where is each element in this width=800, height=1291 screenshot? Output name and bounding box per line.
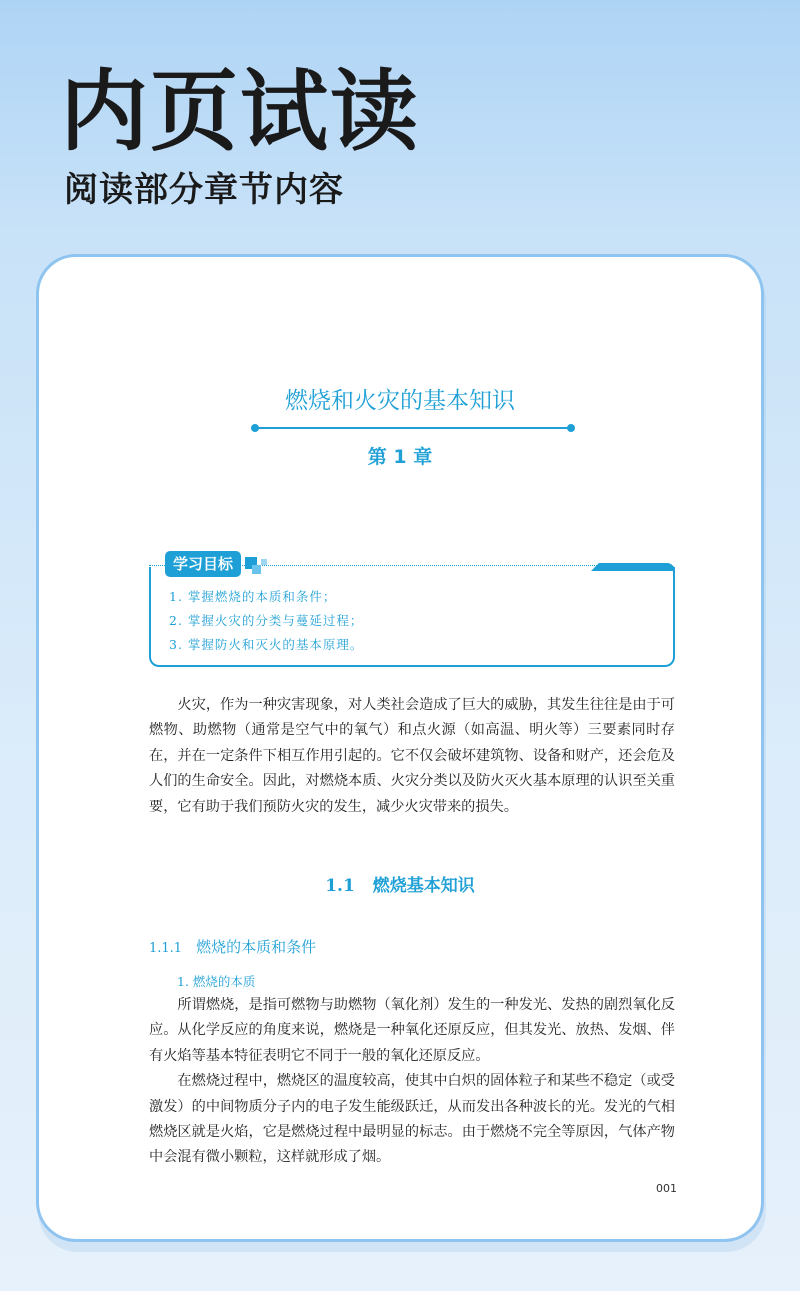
- body-paragraph: 所谓燃烧，是指可燃物与助燃物（氧化剂）发生的一种发光、发热的剧烈氧化反应。从化学反应的角度来说，燃烧是一种氧化还原反应，但其发光、放热、发烟、伴有火焰等基本特征表明它不同于一般的氧化还原反应。: [149, 997, 675, 1064]
- objective-item: 1. 掌握燃烧的本质和条件；: [169, 589, 337, 604]
- tag-decoration-square-icon: [252, 565, 261, 574]
- section-number: 1.1: [325, 876, 355, 896]
- objective-item: 2. 掌握火灾的分类与蔓延过程；: [169, 613, 364, 628]
- hero-title: 内页试读: [60, 60, 421, 163]
- section-body: [149, 993, 675, 1171]
- page-number: 001: [656, 1182, 677, 1195]
- section-title: 燃烧基本知识: [372, 876, 475, 896]
- chapter-divider: [255, 427, 571, 429]
- chapter-number: 第 1 章: [367, 446, 433, 468]
- objective-item: 3. 掌握防火和灭火的基本原理。: [169, 637, 364, 652]
- intro-block: [149, 693, 675, 820]
- objectives-list: [169, 585, 363, 657]
- hero-subtitle: 阅读部分章节内容: [64, 170, 344, 210]
- tag-decoration-square-icon: [261, 559, 267, 565]
- chapter-title: 燃烧和火灾的基本知识: [285, 388, 515, 414]
- body-paragraph: 在燃烧过程中，燃烧区的温度较高，使其中白炽的固体粒子和某些不稳定（或受激发）的中间物质分子内的电子发生能级跃迁，从而发出各种波长的光。发光的气相燃烧区就是火焰，它是燃烧过程中最明显的标志。由于燃烧不完全等原因，气体产物中会混有微小颗粒，这样就形成了烟。: [149, 1073, 675, 1166]
- section-heading: [39, 873, 761, 899]
- divider-dot-right: [567, 424, 575, 432]
- intro-paragraph: 火灾，作为一种灾害现象，对人类社会造成了巨大的威胁，其发生往往是由于可燃物、助燃物（通常是空气中的氧气）和点火源（如高温、明火等）三要素同时存在，并在一定条件下相互作用引起的。它不仅会破坏建筑物、设备和财产，还会危及人们的生命安全。因此，对燃烧本质、火灾分类以及防火灭火基本原理的认识至关重要，它有助于我们预防火灾的发生，减少火灾带来的损失。: [149, 697, 675, 815]
- book-page-card: [36, 254, 764, 1242]
- subsection-title: 燃烧的本质和条件: [196, 938, 317, 956]
- subsection-heading: [149, 935, 316, 961]
- item-heading: 1. 燃烧的本质: [177, 974, 256, 989]
- subsection-number: 1.1.1: [149, 941, 183, 956]
- objectives-tag: 学习目标: [165, 551, 241, 577]
- divider-dot-left: [251, 424, 259, 432]
